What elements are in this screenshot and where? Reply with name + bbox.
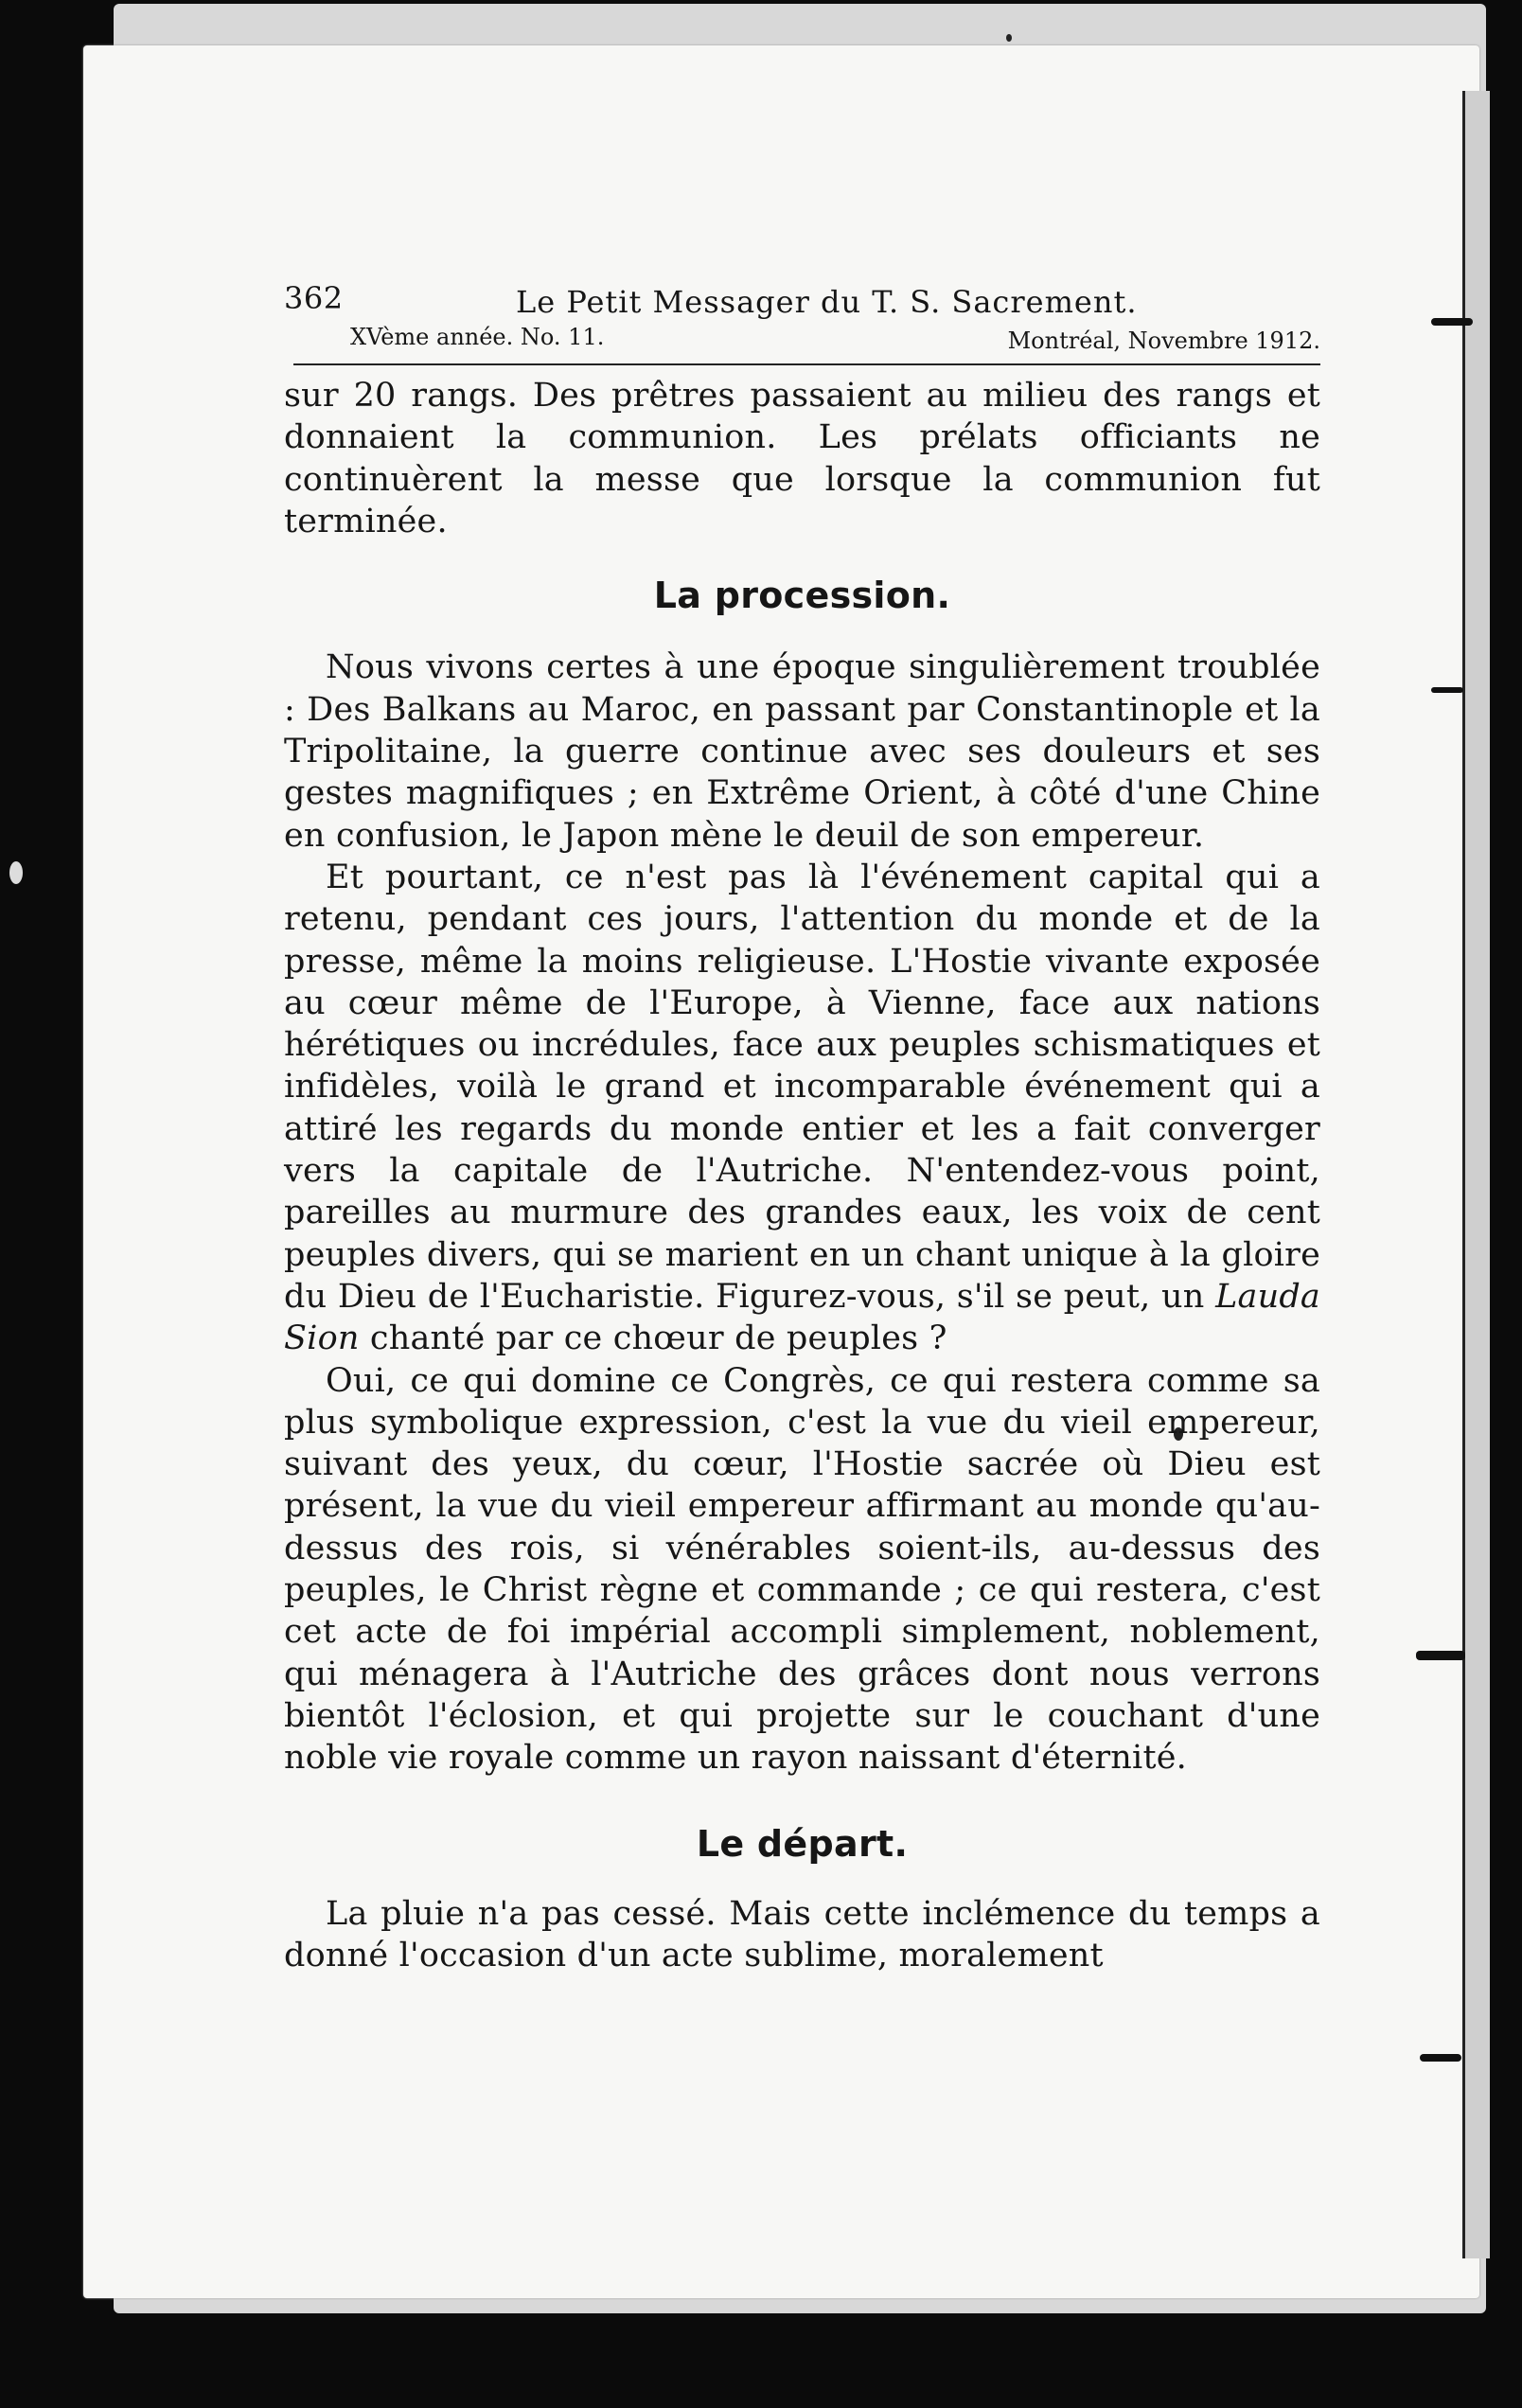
binding-mark — [1416, 1651, 1465, 1660]
paragraph: Oui, ce qui domine ce Congrès, ce qui restera comme sa plus symbolique expression, c'est la vue du vieil empereur, suivant des yeux, du cœur, l'Hostie sacrée où Dieu est présent, la vue du vieil empereur affirmant au monde qu'au-dessus des rois, si vénérables soient-ils, au-dessus des peuples, le Christ règne et commande ; ce qui restera, c'est cet acte de foi impérial accompli simplement, noblement, qui ménagera à l'Autriche des grâces dont nous verrons bientôt l'éclosion, et qui projette sur le couchant d'une noble vie royale comme un rayon naissant d'éternité. — [284, 1361, 1320, 1778]
page-edge — [1462, 91, 1490, 2258]
section-heading: Le départ. — [696, 1822, 909, 1865]
continuation-paragraph: sur 20 rangs. Des prêtres passaient au milieu des rangs et donnaient la communion. Les prélats officiants ne continuèrent la messe que lorsque la communion fut terminée. — [284, 377, 1320, 540]
running-title: Le Petit Messager du T. S. Sacrement. — [516, 284, 1138, 320]
header-rule — [293, 363, 1320, 365]
page-content — [284, 280, 1320, 1976]
hymn-title: Lauda Sion — [284, 1277, 1320, 1358]
margin-speck — [9, 861, 23, 884]
binding-mark — [1431, 687, 1463, 693]
issue-line — [284, 324, 1320, 362]
section-heading: La procession. — [653, 575, 951, 617]
article-body — [284, 375, 1320, 1976]
paragraph: La pluie n'a pas cessé. Mais cette inclémence du temps a donné l'occasion d'un acte sublime, moralement — [284, 1894, 1320, 1975]
paragraph — [284, 857, 1320, 1360]
binding-mark — [1420, 2054, 1461, 2062]
binding-mark — [1431, 318, 1473, 326]
place-date: Montréal, Novembre 1912. — [1007, 328, 1320, 354]
paragraph-text: chanté par ce chœur de peuples ? — [359, 1319, 947, 1358]
running-header — [284, 280, 1320, 324]
dust-speck — [1006, 34, 1012, 42]
issue-number: XVème année. No. 11. — [350, 324, 605, 350]
page-number: 362 — [284, 280, 344, 316]
paragraph: Nous vivons certes à une époque singulièrement troublée : Des Balkans au Maroc, en passant par Constantinople et la Tripolitaine, la guerre continue avec ses douleurs et ses gestes magnifiques ; en Extrême Orient, à côté d'une Chine en confusion, le Japon mène le deuil de son empereur. — [284, 648, 1320, 855]
paragraph-text: Et pourtant, ce n'est pas là l'événement capital qui a retenu, pendant ces jours, l'attention du monde et de la presse, même la moins religieuse. L'Hostie vivante exposée au cœur même de l'Europe, à Vienne, face aux nations hérétiques ou incrédules, face aux peuples schismatiques et infidèles, voilà le grand et incomparable événement qui a attiré les regards du monde entier et les a fait converger vers la capitale de l'Autriche. N'entendez-vous point, pareilles au murmure des grandes eaux, les voix de cent peuples divers, qui se marient en un chant unique à la gloire du Dieu de l'Eucharistie. Figurez-vous, s'il se peut, un — [284, 858, 1320, 1316]
